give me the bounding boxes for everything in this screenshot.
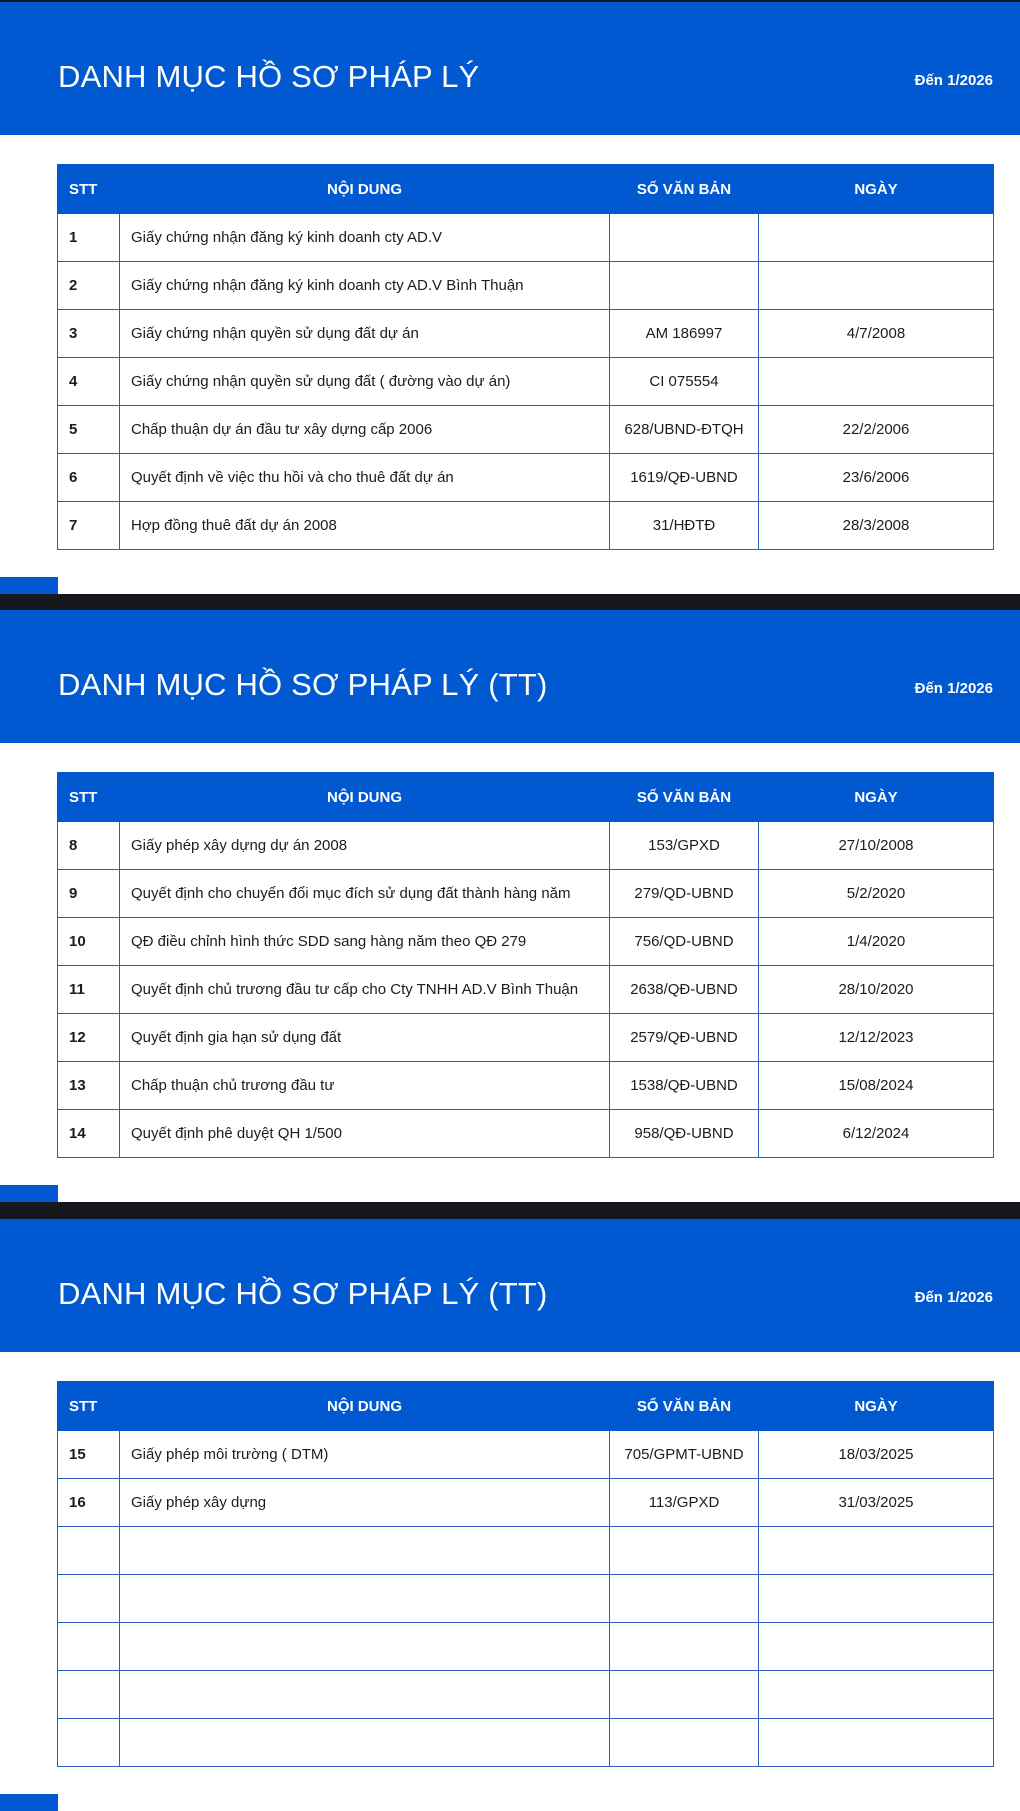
table-row <box>58 358 994 406</box>
table-header-row <box>58 773 994 822</box>
cell-date: 1/4/2020 <box>759 918 994 966</box>
cell-stt: 12 <box>58 1014 120 1062</box>
cell-date <box>759 1671 994 1719</box>
cell-stt: 3 <box>58 310 120 358</box>
corner-accent <box>0 1794 58 1811</box>
cell-date: 31/03/2025 <box>759 1479 994 1527</box>
cell-content: QĐ điều chỉnh hình thức SDD sang hàng năm theo QĐ 279 <box>120 918 610 966</box>
cell-doc-number <box>610 214 759 262</box>
cell-doc-number <box>610 1527 759 1575</box>
cell-content <box>120 1719 610 1767</box>
cell-doc-number <box>610 1575 759 1623</box>
slide-title: DANH MỤC HỒ SƠ PHÁP LÝ (TT) <box>58 667 548 702</box>
cell-content: Quyết định gia hạn sử dụng đất <box>120 1014 610 1062</box>
cell-stt: 5 <box>58 406 120 454</box>
cell-stt: 8 <box>58 822 120 870</box>
cell-content: Giấy phép xây dựng dự án 2008 <box>120 822 610 870</box>
table-row <box>58 502 994 550</box>
table-header-row <box>58 165 994 214</box>
cell-stt: 15 <box>58 1431 120 1479</box>
corner-accent <box>0 1185 58 1202</box>
cell-stt: 16 <box>58 1479 120 1527</box>
cell-doc-number: 153/GPXD <box>610 822 759 870</box>
cell-stt: 11 <box>58 966 120 1014</box>
table-row <box>58 1719 994 1767</box>
table-row <box>58 822 994 870</box>
cell-date: 5/2/2020 <box>759 870 994 918</box>
legal-documents-table <box>57 1381 994 1767</box>
cell-stt: 2 <box>58 262 120 310</box>
cell-doc-number: 113/GPXD <box>610 1479 759 1527</box>
slide-date: Đến 1/2026 <box>914 1289 993 1306</box>
column-header-doc-no: SỐ VĂN BẢN <box>610 165 759 214</box>
cell-doc-number <box>610 262 759 310</box>
column-header-stt: STT <box>58 165 120 214</box>
cell-doc-number: AM 186997 <box>610 310 759 358</box>
cell-doc-number: 31/HĐTĐ <box>610 502 759 550</box>
cell-stt <box>58 1575 120 1623</box>
cell-doc-number <box>610 1671 759 1719</box>
cell-stt: 14 <box>58 1110 120 1158</box>
cell-date: 28/3/2008 <box>759 502 994 550</box>
cell-doc-number: 2638/QĐ-UBND <box>610 966 759 1014</box>
column-header-stt: STT <box>58 773 120 822</box>
cell-doc-number: 756/QD-UBND <box>610 918 759 966</box>
column-header-content: NỘI DUNG <box>120 1382 610 1431</box>
column-header-content: NỘI DUNG <box>120 165 610 214</box>
cell-date: 15/08/2024 <box>759 1062 994 1110</box>
cell-doc-number: 705/GPMT-UBND <box>610 1431 759 1479</box>
column-header-doc-no: SỐ VĂN BẢN <box>610 773 759 822</box>
column-header-date: NGÀY <box>759 165 994 214</box>
table-row <box>58 1431 994 1479</box>
cell-content: Giấy chứng nhận đăng ký kinh doanh cty AD.V Bình Thuận <box>120 262 610 310</box>
table-row <box>58 214 994 262</box>
cell-content: Giấy chứng nhận quyền sử dụng đất ( đường vào dự án) <box>120 358 610 406</box>
legal-documents-table <box>57 772 994 1158</box>
cell-doc-number: CI 075554 <box>610 358 759 406</box>
cell-doc-number: 1619/QĐ-UBND <box>610 454 759 502</box>
slide-header <box>0 1219 1020 1352</box>
corner-accent <box>0 577 58 594</box>
cell-date <box>759 358 994 406</box>
cell-stt: 7 <box>58 502 120 550</box>
cell-date <box>759 1575 994 1623</box>
slide-3 <box>0 1219 1020 1811</box>
cell-content: Quyết định về việc thu hồi và cho thuê đất dự án <box>120 454 610 502</box>
slide-header <box>0 2 1020 135</box>
slide-date: Đến 1/2026 <box>914 680 993 697</box>
slide-header <box>0 610 1020 743</box>
cell-stt: 13 <box>58 1062 120 1110</box>
table-row <box>58 1671 994 1719</box>
table-row <box>58 1623 994 1671</box>
cell-content: Quyết định cho chuyển đổi mục đích sử dụng đất thành hàng năm <box>120 870 610 918</box>
column-header-content: NỘI DUNG <box>120 773 610 822</box>
table-row <box>58 262 994 310</box>
cell-date <box>759 262 994 310</box>
cell-doc-number: 2579/QĐ-UBND <box>610 1014 759 1062</box>
cell-date: 28/10/2020 <box>759 966 994 1014</box>
table-row <box>58 406 994 454</box>
slide-title: DANH MỤC HỒ SƠ PHÁP LÝ <box>58 59 480 94</box>
cell-date: 4/7/2008 <box>759 310 994 358</box>
table-row <box>58 918 994 966</box>
cell-stt: 4 <box>58 358 120 406</box>
cell-content <box>120 1623 610 1671</box>
cell-stt <box>58 1527 120 1575</box>
table-row <box>58 1527 994 1575</box>
table-row <box>58 1062 994 1110</box>
cell-content <box>120 1575 610 1623</box>
cell-doc-number: 628/UBND-ĐTQH <box>610 406 759 454</box>
cell-date: 18/03/2025 <box>759 1431 994 1479</box>
legal-documents-table <box>57 164 994 550</box>
cell-doc-number: 279/QD-UBND <box>610 870 759 918</box>
column-header-stt: STT <box>58 1382 120 1431</box>
cell-doc-number <box>610 1719 759 1767</box>
cell-stt <box>58 1623 120 1671</box>
slide-title: DANH MỤC HỒ SƠ PHÁP LÝ (TT) <box>58 1276 548 1311</box>
table-row <box>58 1575 994 1623</box>
cell-date <box>759 214 994 262</box>
cell-content: Hợp đồng thuê đất dự án 2008 <box>120 502 610 550</box>
cell-content: Giấy chứng nhận đăng ký kinh doanh cty AD.V <box>120 214 610 262</box>
table-row <box>58 1479 994 1527</box>
cell-doc-number: 1538/QĐ-UBND <box>610 1062 759 1110</box>
cell-content <box>120 1671 610 1719</box>
cell-date <box>759 1719 994 1767</box>
cell-content: Giấy phép xây dựng <box>120 1479 610 1527</box>
table-row <box>58 966 994 1014</box>
slide-date: Đến 1/2026 <box>914 72 993 89</box>
table-row <box>58 1110 994 1158</box>
cell-content: Giấy chứng nhận quyền sử dụng đất dự án <box>120 310 610 358</box>
cell-stt: 6 <box>58 454 120 502</box>
column-header-doc-no: SỐ VĂN BẢN <box>610 1382 759 1431</box>
cell-date: 27/10/2008 <box>759 822 994 870</box>
cell-content: Chấp thuận chủ trương đầu tư <box>120 1062 610 1110</box>
cell-doc-number <box>610 1623 759 1671</box>
table-header-row <box>58 1382 994 1431</box>
cell-content <box>120 1527 610 1575</box>
column-header-date: NGÀY <box>759 773 994 822</box>
cell-date <box>759 1623 994 1671</box>
table-row <box>58 1014 994 1062</box>
column-header-date: NGÀY <box>759 1382 994 1431</box>
table-row <box>58 310 994 358</box>
cell-date: 12/12/2023 <box>759 1014 994 1062</box>
cell-date: 6/12/2024 <box>759 1110 994 1158</box>
cell-stt <box>58 1671 120 1719</box>
cell-stt: 10 <box>58 918 120 966</box>
cell-content: Giấy phép môi trường ( DTM) <box>120 1431 610 1479</box>
cell-content: Chấp thuận dự án đầu tư xây dựng cấp 2006 <box>120 406 610 454</box>
cell-stt <box>58 1719 120 1767</box>
table-row <box>58 454 994 502</box>
cell-content: Quyết định chủ trương đầu tư cấp cho Cty TNHH AD.V Bình Thuận <box>120 966 610 1014</box>
cell-content: Quyết định phê duyệt QH 1/500 <box>120 1110 610 1158</box>
cell-doc-number: 958/QĐ-UBND <box>610 1110 759 1158</box>
slide-1 <box>0 2 1020 594</box>
cell-date <box>759 1527 994 1575</box>
cell-date: 23/6/2006 <box>759 454 994 502</box>
table-row <box>58 870 994 918</box>
cell-stt: 1 <box>58 214 120 262</box>
cell-stt: 9 <box>58 870 120 918</box>
cell-date: 22/2/2006 <box>759 406 994 454</box>
slide-2 <box>0 610 1020 1202</box>
